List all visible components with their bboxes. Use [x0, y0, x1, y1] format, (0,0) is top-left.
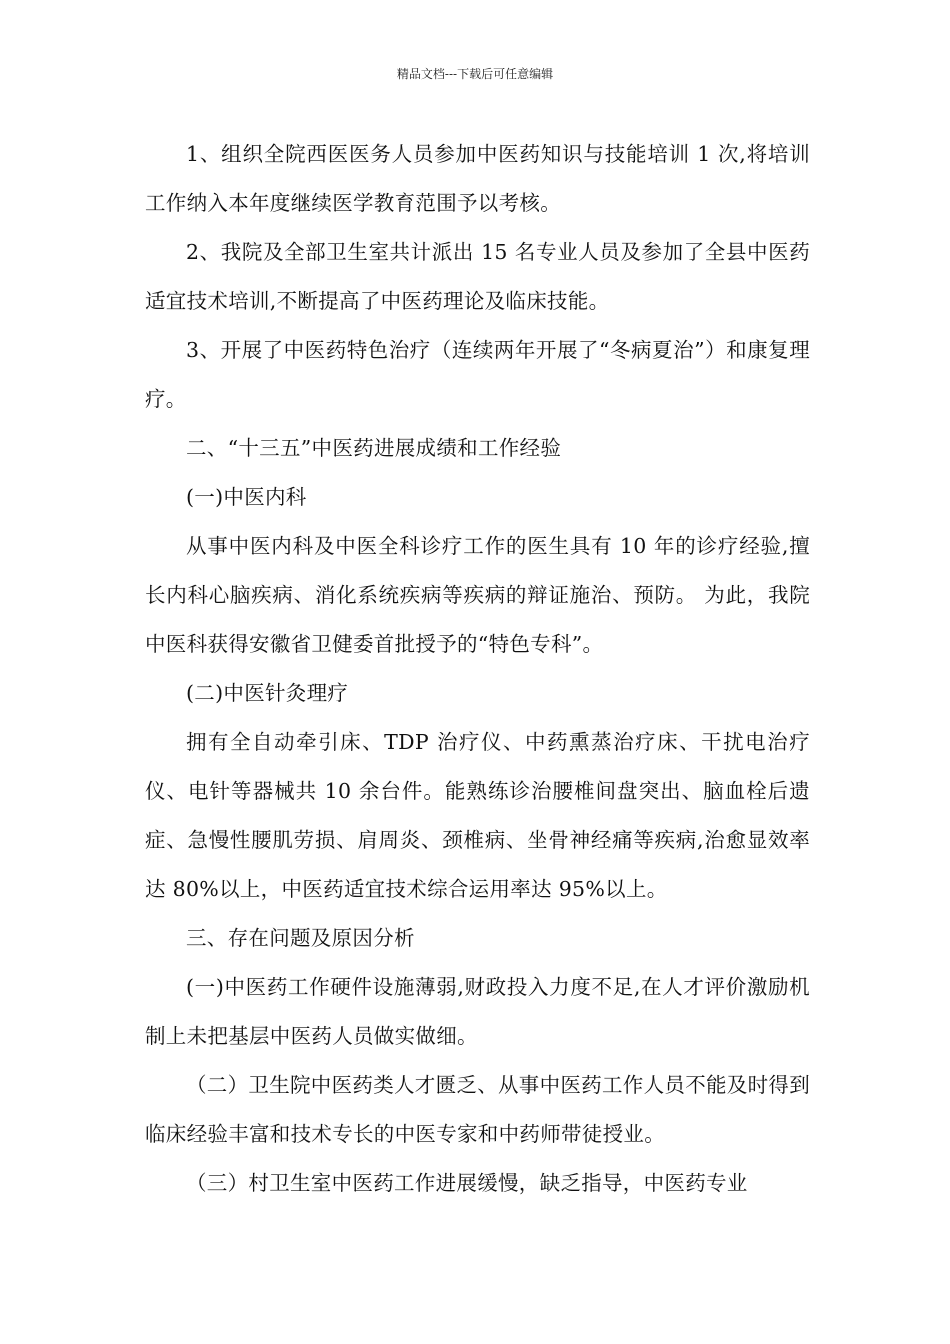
paragraph-problem-2: （二）卫生院中医药类人才匮乏、从事中医药工作人员不能及时得到临床经验丰富和技术专长的中医专家和中药师带徒授业。: [145, 1073, 810, 1146]
paragraph-training-1: 1、组织全院西医医务人员参加中医药知识与技能培训 1 次,将培训工作纳入本年度继续医学教育范围予以考核。: [145, 142, 810, 215]
paragraph-problem-3: （三）村卫生室中医药工作进展缓慢，缺乏指导，中医药专业: [186, 1171, 748, 1195]
paragraph-training-2: 2、我院及全部卫生室共计派出 15 名专业人员及参加了全县中医药适宜技术培训,不断提高了中医药理论及临床技能。: [145, 240, 810, 313]
paragraph-training-3: 3、开展了中医药特色治疗（连续两年开展了“冬病夏治”）和康复理疗。: [145, 338, 810, 411]
subheading-acupuncture: (二)中医针灸理疗: [186, 681, 349, 705]
subheading-internal-medicine: (一)中医内科: [186, 485, 307, 509]
paragraph-problem-1: (一)中医药工作硬件设施薄弱,财政投入力度不足,在人才评价激励机制上未把基层中医药人员做实做细。: [145, 975, 810, 1048]
document-body: [145, 130, 810, 1208]
section-heading-2: 二、“十三五”中医药进展成绩和工作经验: [186, 436, 562, 460]
paragraph-internal-medicine: 从事中医内科及中医全科诊疗工作的医生具有 10 年的诊疗经验,擅长内科心脑疾病、消化系统疾病等疾病的辩证施治、预防。 为此，我院中医科获得安徽省卫健委首批授予的“特色专科”。: [145, 534, 810, 656]
paragraph-acupuncture: 拥有全自动牵引床、TDP 治疗仪、中药熏蒸治疗床、干扰电治疗仪、电针等器械共 10 余台件。能熟练诊治腰椎间盘突出、脑血栓后遗症、急慢性腰肌劳损、肩周炎、颈椎病、坐骨神经痛等疾病,治愈显效率达 80%以上，中医药适宜技术综合运用率达 95%以上。: [145, 730, 810, 901]
page-header: 精品文档---下载后可任意编辑: [396, 67, 554, 81]
section-heading-3: 三、存在问题及原因分析: [186, 926, 415, 950]
